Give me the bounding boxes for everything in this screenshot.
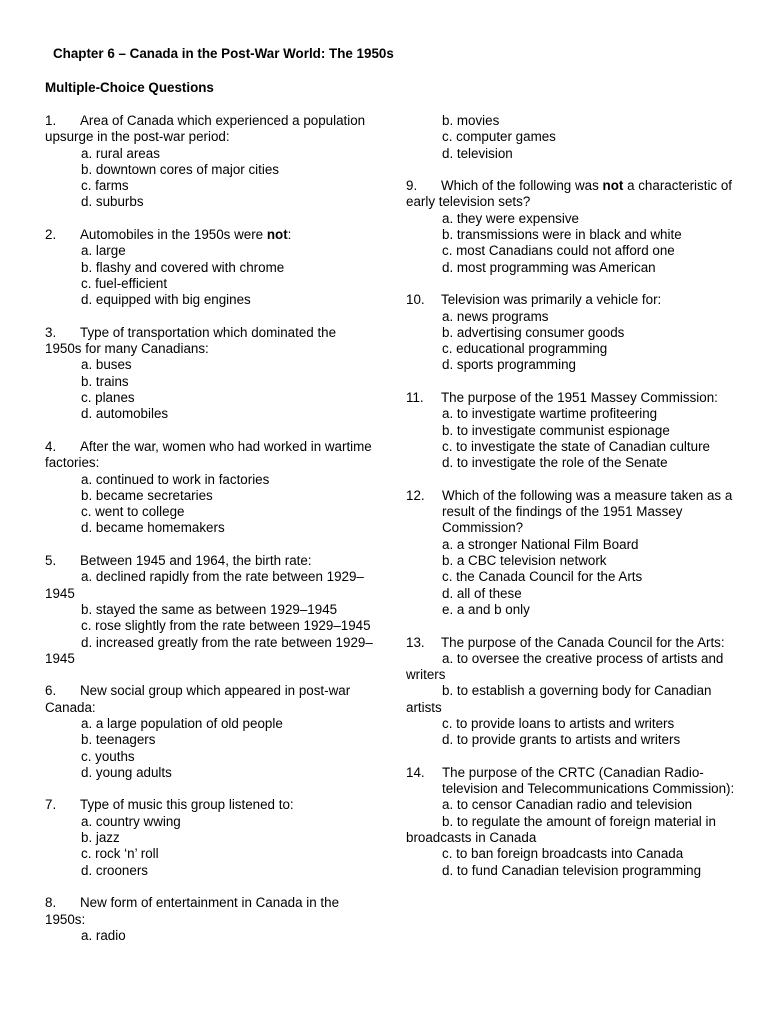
option: d. became homemakers <box>81 520 225 536</box>
question-13 <box>406 635 736 749</box>
question-1 <box>45 113 375 211</box>
question-number: 3. <box>45 324 57 340</box>
question-10 <box>406 292 736 373</box>
question-number: 11. <box>406 390 424 406</box>
option: a. a large population of old people <box>81 715 283 731</box>
option: c. planes <box>81 390 135 406</box>
question-number: 2. <box>45 227 57 243</box>
question-number: 1. <box>45 113 57 128</box>
option: a. continued to work in factories <box>81 471 270 487</box>
option: b. jazz <box>81 830 120 846</box>
option: a. rural areas <box>81 145 160 161</box>
option: c. went to college <box>81 504 185 520</box>
option: d. all of these <box>442 585 522 601</box>
question-stem: The purpose of the Canada Council for the Arts: <box>441 634 725 650</box>
question-3 <box>45 325 375 423</box>
option: a. declined rapidly from the rate between 1929–1945 <box>45 569 364 601</box>
option: c. farms <box>81 178 129 194</box>
left-column <box>45 113 375 960</box>
document-title: Chapter 6 – Canada in the Post-War World: The 1950s <box>53 46 394 61</box>
option: b. teenagers <box>81 732 156 748</box>
option: b. advertising consumer goods <box>442 324 625 340</box>
question-stem: Automobiles in the 1950s were <box>80 227 267 243</box>
option: d. sports programming <box>442 357 576 373</box>
question-12 <box>406 488 736 618</box>
question-stem: Television was primarily a vehicle for: <box>441 292 662 308</box>
option: a. to investigate wartime profiteering <box>442 406 658 422</box>
option: a. country wwing <box>81 813 181 829</box>
option: c. rose slightly from the rate between 1929–1945 <box>81 618 371 634</box>
question-14 <box>406 765 736 879</box>
option: d. increased greatly from the rate between 1929–1945 <box>45 634 373 666</box>
question-number: 10. <box>406 292 425 308</box>
question-number: 5. <box>45 553 57 569</box>
option: d. television <box>442 145 513 161</box>
option: d. automobiles <box>81 406 169 422</box>
option: d. suburbs <box>81 194 144 210</box>
question-stem: The purpose of the CRTC (Canadian Radio-television and Telecommunications Commission): <box>442 764 735 797</box>
option: a. to censor Canadian radio and television <box>442 797 693 813</box>
option: d. to fund Canadian television programming <box>442 862 702 878</box>
option: b. movies <box>442 113 500 128</box>
option: c. most Canadians could not afford one <box>442 243 675 259</box>
option: d. most programming was American <box>442 259 656 275</box>
option: c. rock ‘n’ roll <box>81 846 159 862</box>
option: b. flashy and covered with chrome <box>81 259 285 275</box>
question-stem: Area of Canada which experienced a population upsurge in the post-war period: <box>45 113 366 145</box>
question-number: 14. <box>406 764 425 780</box>
question-stem: The purpose of the 1951 Massey Commission: <box>441 390 718 406</box>
option: c. to ban foreign broadcasts into Canada <box>442 846 684 862</box>
option: a. they were expensive <box>442 210 579 226</box>
question-number: 7. <box>45 797 57 813</box>
question-number: 9. <box>406 178 418 194</box>
question-7 <box>45 797 375 878</box>
emphasis: not <box>602 178 624 194</box>
question-number: 4. <box>45 438 57 454</box>
question-6 <box>45 683 375 781</box>
question-stem: New form of entertainment in Canada in the 1950s: <box>45 895 340 927</box>
option: d. young adults <box>81 764 172 780</box>
question-stem: Type of music this group listened to: <box>80 797 294 813</box>
option: a. a stronger National Film Board <box>442 536 639 552</box>
question-stem: New social group which appeared in post-war Canada: <box>45 683 351 715</box>
option: e. a and b only <box>442 601 530 617</box>
question-number: 6. <box>45 683 57 699</box>
section-heading: Multiple-Choice Questions <box>45 80 214 95</box>
option: c. to investigate the state of Canadian culture <box>442 438 710 454</box>
option: c. educational programming <box>442 341 608 357</box>
question-8-continued <box>406 113 736 162</box>
question-number: 13. <box>406 634 425 650</box>
emphasis: not <box>266 227 288 243</box>
option: c. to provide loans to artists and writers <box>442 715 675 731</box>
option: b. a CBC television network <box>442 553 607 569</box>
option: b. to establish a governing body for Canadian artists <box>406 683 712 715</box>
question-number: 8. <box>45 895 57 911</box>
question-stem: Between 1945 and 1964, the birth rate: <box>80 553 312 569</box>
option: a. radio <box>81 927 126 943</box>
option: d. equipped with big engines <box>81 292 251 308</box>
option: a. to oversee the creative process of artists and writers <box>406 650 724 683</box>
question-stem: Type of transportation which dominated the 1950s for many Canadians: <box>45 324 337 357</box>
option: a. buses <box>81 357 132 373</box>
question-11 <box>406 390 736 471</box>
option: a. news programs <box>442 308 549 324</box>
option: a. large <box>81 243 126 259</box>
right-column <box>406 113 736 895</box>
option: d. to investigate the role of the Senate <box>442 455 668 471</box>
option: b. to investigate communist espionage <box>442 422 670 438</box>
option: d. crooners <box>81 862 148 878</box>
question-2: 2. Automobiles in the 1950s were not: a. large b. flashy and covered with chrome c. fuel-efficient d. equipped with big engines <box>45 227 375 308</box>
option: b. to regulate the amount of foreign material in broadcasts in Canada <box>406 813 716 846</box>
option: d. to provide grants to artists and writers <box>442 732 681 748</box>
question-8 <box>45 895 375 944</box>
option: c. fuel-efficient <box>81 275 168 291</box>
question-9: 9. Which of the following was not a characteristic of early television sets? a. they were expensive b. transmissions were in black and white c. most Canadians could not afford one d. most programming was American <box>406 178 736 276</box>
option: b. trains <box>81 373 129 389</box>
question-stem: After the war, women who had worked in wartime factories: <box>45 438 372 471</box>
option: c. computer games <box>442 129 556 145</box>
option: b. downtown cores of major cities <box>81 161 279 177</box>
question-number: 12. <box>406 487 425 503</box>
question-5 <box>45 553 375 667</box>
option: b. stayed the same as between 1929–1945 <box>81 601 338 617</box>
question-4 <box>45 439 375 537</box>
option: c. youths <box>81 748 135 764</box>
option: b. transmissions were in black and white <box>442 227 682 243</box>
option: c. the Canada Council for the Arts <box>442 569 643 585</box>
option: b. became secretaries <box>81 487 213 503</box>
question-stem: Which of the following was <box>441 178 603 194</box>
question-stem: Which of the following was a measure taken as a result of the findings of the 1951 Massey Commission? <box>442 487 733 536</box>
